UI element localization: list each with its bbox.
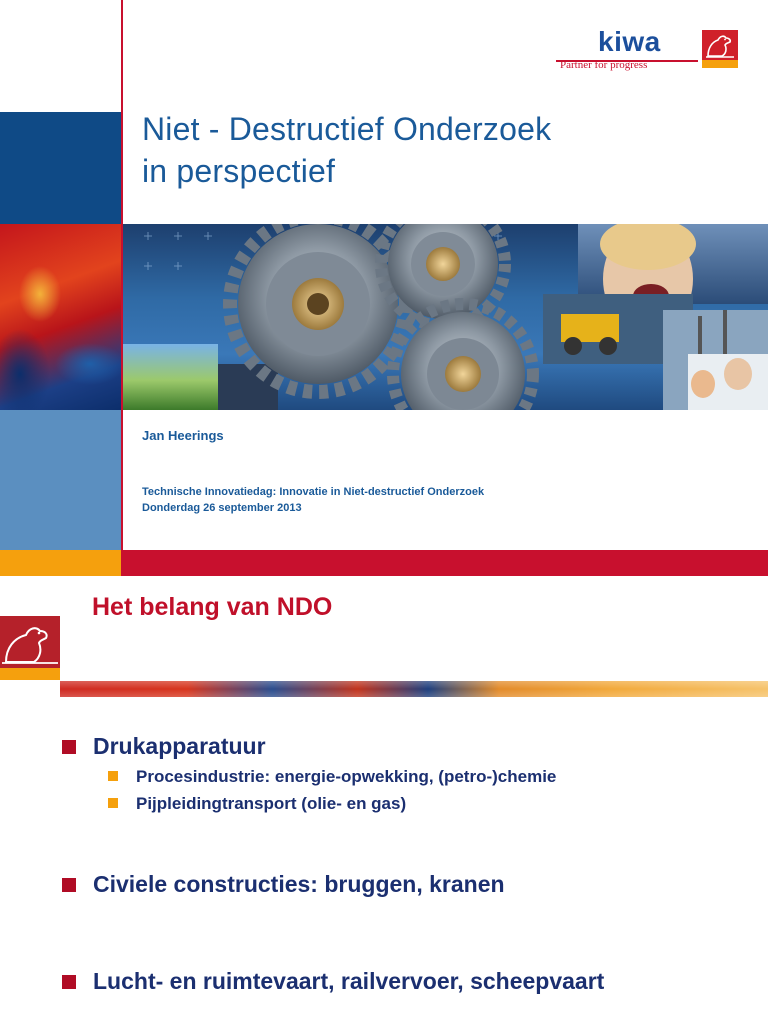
bullet-item xyxy=(62,871,505,898)
sub-bullet-square-icon xyxy=(108,771,118,781)
kiwa-logo xyxy=(556,28,740,72)
bullet-list xyxy=(0,576,768,1024)
left-color-strip xyxy=(0,0,121,576)
logo-wordmark: kiwa xyxy=(598,26,661,57)
title-line-1: Niet - Destructief Onderzoek xyxy=(142,111,552,147)
event-title: Technische Innovatiedag: Innovatie in Niet-destructief Onderzoek xyxy=(142,486,485,498)
bullet-square-icon xyxy=(62,975,76,989)
event-date: Donderdag 26 september 2013 xyxy=(142,502,302,514)
logo-tagline: Partner for progress xyxy=(560,59,648,71)
collage-graphic xyxy=(123,224,768,410)
bullet-square-icon xyxy=(62,878,76,892)
strip-navy-block xyxy=(0,112,121,224)
content-slide xyxy=(0,576,768,1024)
sub-bullet-item xyxy=(108,794,406,814)
sub-bullet-text: Pijpleidingtransport (olie- en gas) xyxy=(136,794,407,813)
author-name: Jan Heerings xyxy=(142,428,224,443)
red-bottom-bar xyxy=(121,550,768,576)
gears-collage-image xyxy=(123,224,768,410)
sub-bullet-text: Procesindustrie: energie-opwekking, (petro-)chemie xyxy=(136,767,557,786)
bullet-item xyxy=(62,733,266,760)
strip-white-block xyxy=(0,0,121,112)
bullet-text: Civiele constructies: bruggen, kranen xyxy=(93,871,505,897)
bullet-text: Lucht- en ruimtevaart, railvervoer, scheepvaart xyxy=(93,968,605,994)
presentation-title xyxy=(142,108,551,192)
title-line-2: in perspectief xyxy=(142,153,336,189)
bullet-item xyxy=(62,968,604,995)
bullet-square-icon xyxy=(62,740,76,754)
strip-orange-block xyxy=(0,550,121,576)
slide-title: Het belang van NDO xyxy=(92,593,333,621)
bullet-text: Drukapparatuur xyxy=(93,733,266,759)
beaver-logo-icon xyxy=(702,30,738,68)
strip-artwork xyxy=(0,224,121,410)
strip-lightblue-block xyxy=(0,410,121,550)
sub-bullet-square-icon xyxy=(108,798,118,808)
sub-bullet-item xyxy=(108,767,556,787)
